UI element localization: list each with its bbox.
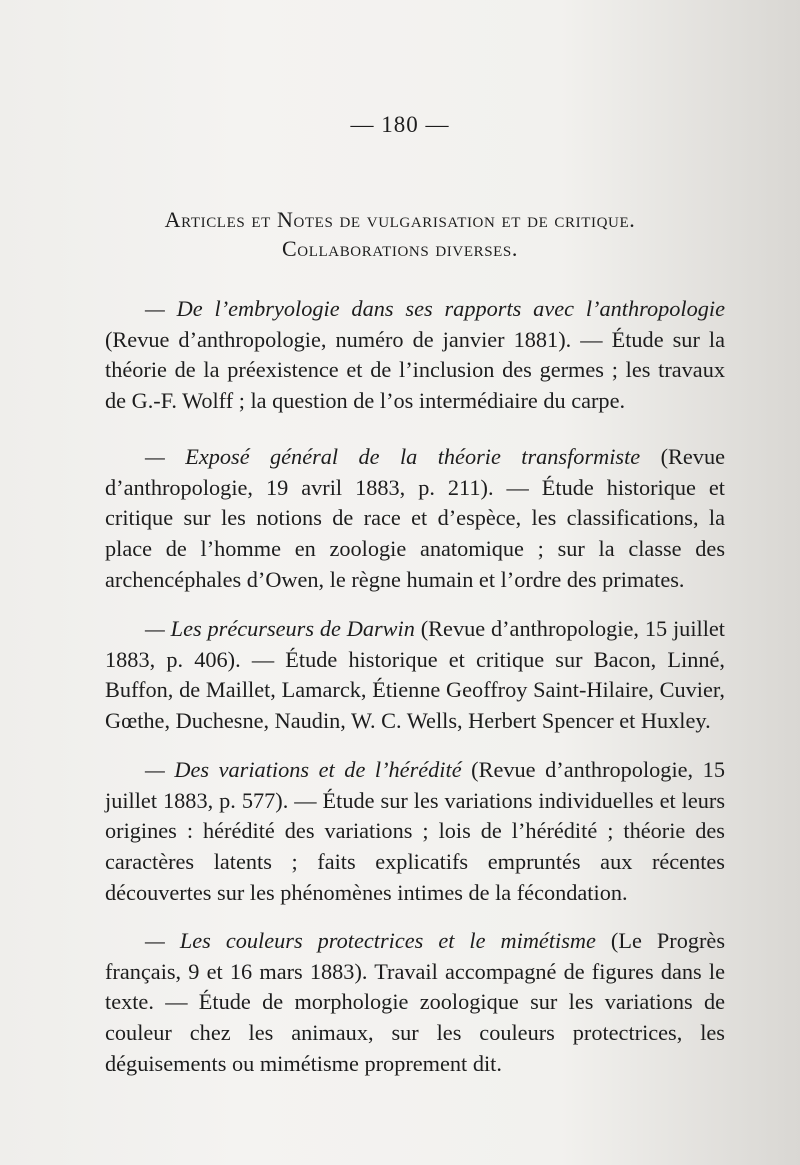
- bibliography-entry: [105, 926, 725, 1080]
- bibliography-entry: [105, 614, 725, 737]
- entry-title: — Exposé général de la théorie transformiste: [145, 444, 641, 469]
- bibliography-entry: [105, 755, 725, 909]
- section-heading: Articles et Notes de vulgarisation et de critique.: [164, 207, 636, 232]
- entry-text: (Revue d’anthropologie, 15 juillet 1883, p. 406). — Étude historique et critique sur Bacon, Linné, Buffon, de Maillet, Lamarck, Étienne Geoffroy Saint-Hilaire, Cuvier, Gœthe, Duchesne, Naudin, W. C. Wells, Herbert Spencer et Huxley.: [105, 616, 725, 734]
- bibliography-entry: [105, 442, 725, 596]
- entry-title: — Des variations et de l’hérédité: [145, 757, 462, 782]
- entry-text: (Revue d’anthropologie, numéro de janvier 1881). — Étude sur la théorie de la préexistence et de l’inclusion des germes ; les travaux de G.-F. Wolff ; la question de l’os intermédiaire du carpe.: [105, 326, 725, 414]
- entry-text: (Le Progrès français, 9 et 16 mars 1883). Travail accompagné de figures dans le texte. — Étude de morphologie zoologique sur les variations de couleur chez les animaux, sur les couleurs protectrices, les déguisements ou mimétisme proprement dit.: [105, 928, 725, 1076]
- bibliography-entry: [105, 294, 725, 417]
- page-number: — 180 —: [350, 112, 450, 137]
- entry-title: — De l’embryologie dans ses rapports avec l’anthropologie: [145, 296, 725, 321]
- entry-title: — Les précurseurs de Darwin: [145, 616, 415, 641]
- entry-title: — Les couleurs protectrices et le mimétisme: [145, 928, 596, 953]
- section-subheading: Collaborations diverses.: [282, 236, 518, 261]
- entry-text: (Revue d’anthropologie, 15 juillet 1883, p. 577). — Étude sur les variations individuelles et leurs origines : hérédité des variations ; lois de l’hérédité ; théorie des caractères latents ; faits explicatifs empruntés aux récentes découvertes sur les phénomènes intimes de la fécondation.: [105, 757, 725, 905]
- entry-text: (Revue d’anthropologie, 19 avril 1883, p. 211). — Étude historique et critique sur les notions de race et d’espèce, les classifications, la place de l’homme en zoologie anatomique ; sur la classe des archencéphales d’Owen, le règne humain et l’ordre des primates.: [105, 444, 725, 592]
